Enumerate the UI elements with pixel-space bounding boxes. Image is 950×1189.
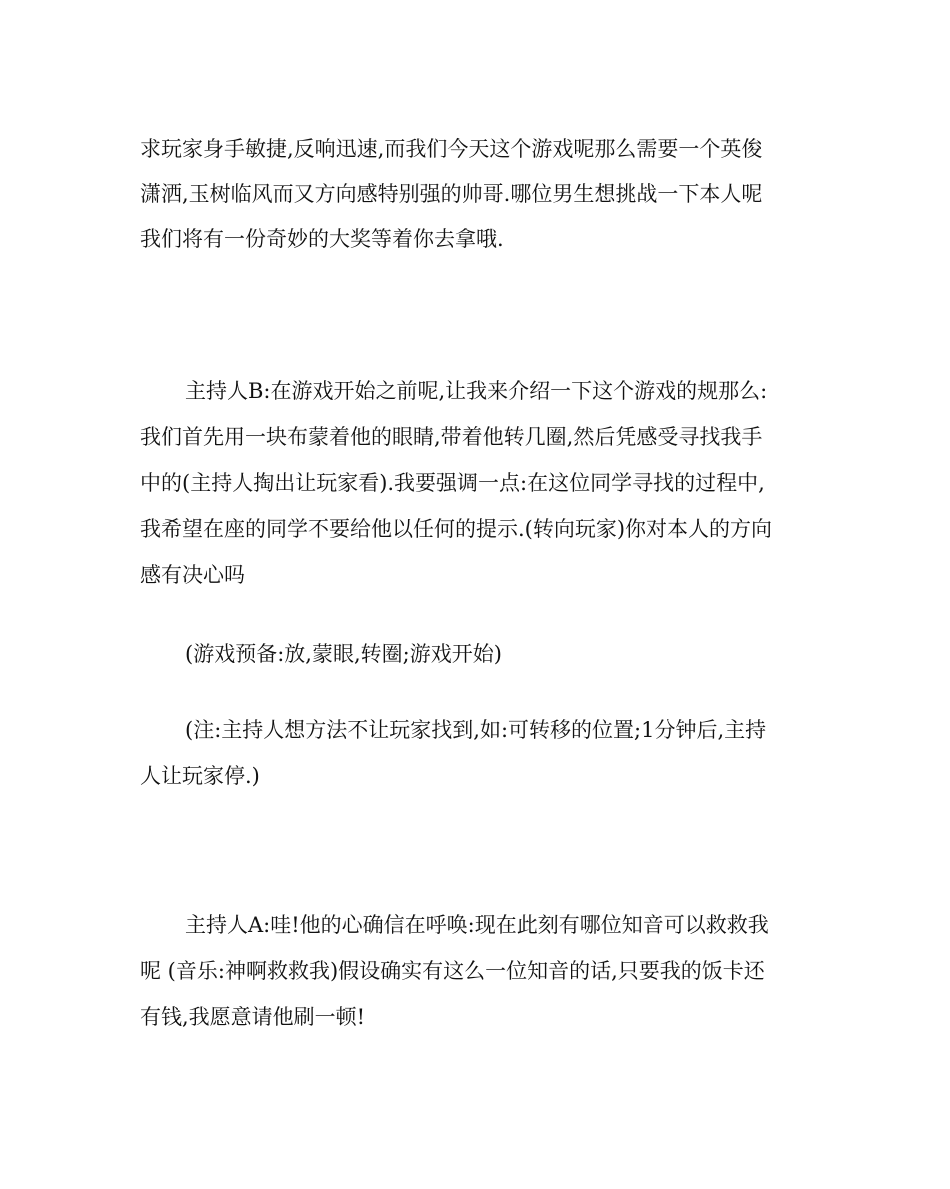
paragraph-1-line-3: 我们将有一份奇妙的大奖等着你去拿哦. — [140, 227, 504, 251]
paragraph-5-line-3: 有钱,我愿意请他刷一顿! — [140, 1005, 366, 1029]
paragraph-2-line-3: 中的(主持人掏出让玩家看).我要强调一点:在这位同学寻找的过程中, — [140, 471, 765, 495]
paragraph-2-line-2: 我们首先用一块布蒙着他的眼睛,带着他转几圈,然后凭感受寻找我手 — [140, 425, 763, 449]
paragraph-5-line-1: 主持人A:哇!他的心确信在呼唤:现在此刻有哪位知音可以救救我 — [185, 913, 769, 937]
paragraph-2-line-1: 主持人B:在游戏开始之前呢,让我来介绍一下这个游戏的规那么: — [185, 379, 768, 403]
paragraph-4-line-2: 人让玩家停.) — [140, 764, 260, 788]
paragraph-4-line-1: (注:主持人想方法不让玩家找到,如:可转移的位置;1分钟后,主持 — [185, 718, 767, 742]
paragraph-2-line-4: 我希望在座的同学不要给他以任何的提示.(转向玩家)你对本人的方向 — [140, 517, 773, 541]
paragraph-3-line-1: (游戏预备:放,蒙眼,转圈;游戏开始) — [185, 642, 502, 666]
paragraph-1-line-1: 求玩家身手敏捷,反响迅速,而我们今天这个游戏呢那么需要一个英俊 — [140, 137, 763, 161]
paragraph-5-line-2: 呢 (音乐:神啊救救我)假设确实有这么一位知音的话,只要我的饭卡还 — [140, 959, 765, 983]
paragraph-2-line-5: 感有决心吗 — [140, 563, 245, 587]
paragraph-1-line-2: 潇洒,玉树临风而又方向感特别强的帅哥.哪位男生想挑战一下本人呢 — [140, 182, 763, 206]
